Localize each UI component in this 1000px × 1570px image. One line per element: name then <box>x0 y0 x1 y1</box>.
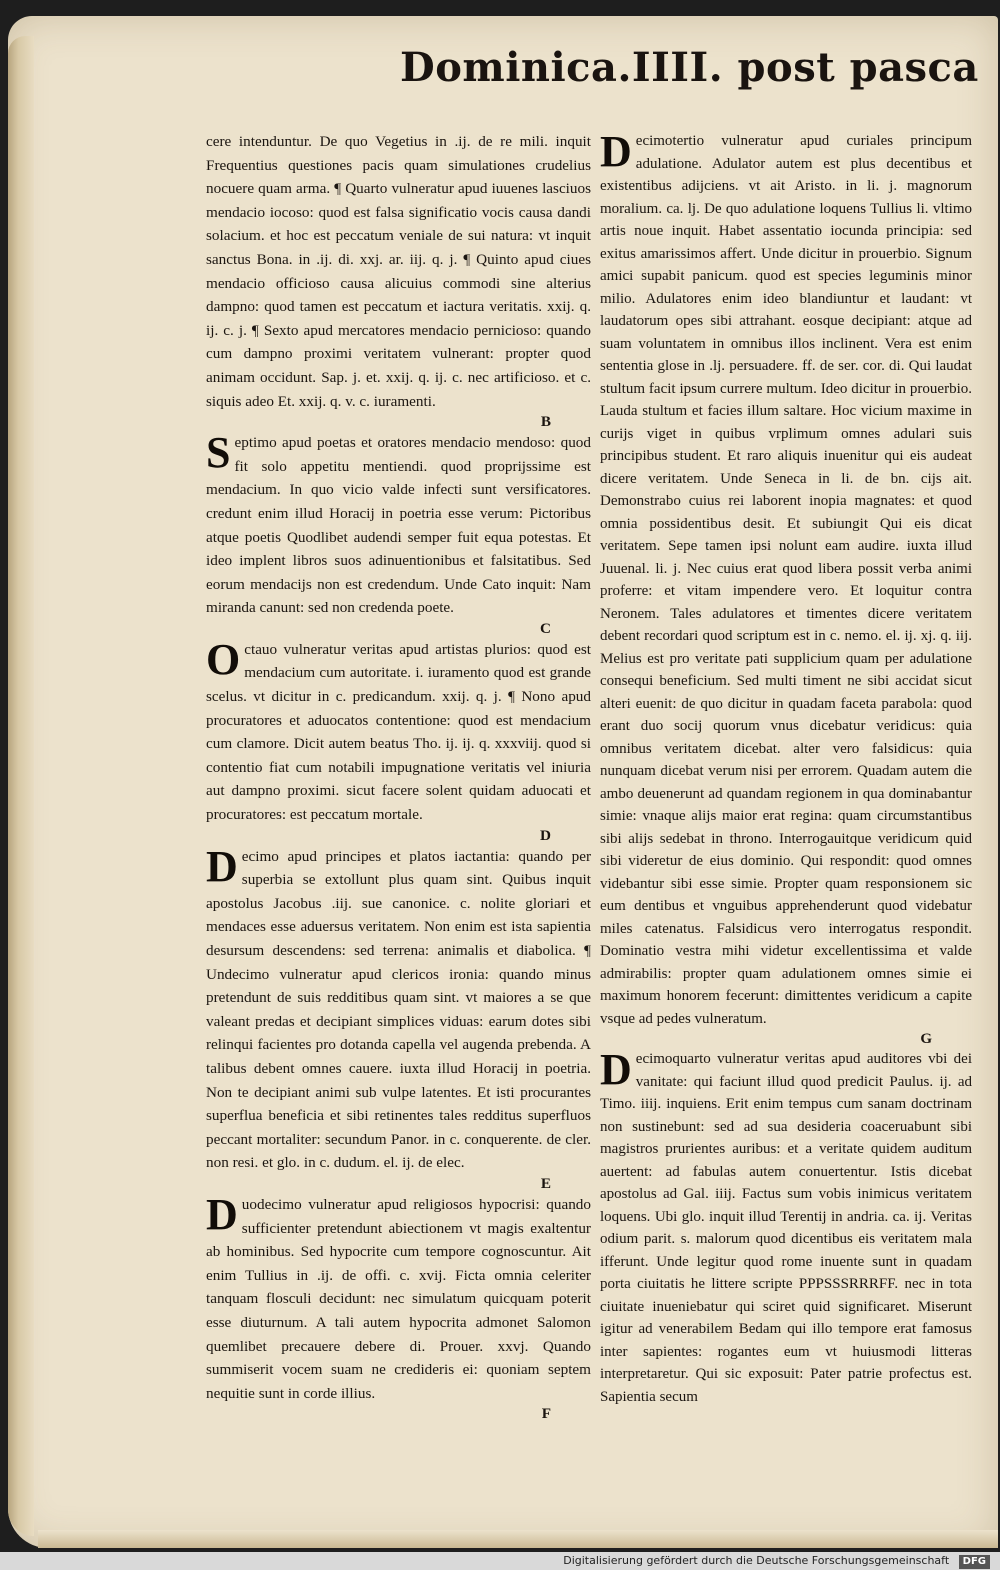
signature-mark: F <box>541 1405 551 1423</box>
paragraph <box>600 1045 972 1408</box>
initial-letter: D <box>206 841 238 891</box>
paragraph <box>600 127 972 1030</box>
signature-mark: C <box>540 619 551 637</box>
paragraph-text: eptimo apud poetas et oratores mendacio mendoso: quod fit solo appetitu mentiendi. quod proprijssime est mendacium. In quo vicio valde infecti sunt versificatores. credunt enim illud Horacij in poetria esse verum: Pictoribus atque poetis Quodlibet audendi semper fuit equa potestas. Et ideo implent libros suos adinuentionibus et falsitatibus. Sed eorum mendacijs non est credendum. Unde Cato inquit: Nam miranda canunt: sed non credenda poete. <box>206 434 591 617</box>
paragraph <box>206 130 591 413</box>
left-column <box>206 130 591 1423</box>
paragraph-text: cere intenduntur. De quo Vegetius in .ij. de re mili. inquit Frequentius questiones pacis quam simulationes crudelius nocuere quam arma. ¶ Quarto vulneratur apud iuuenes lasciuos mendacio iocoso: quod est falsa significatio vocis causa dandi solacium. et hoc est peccatum veniale de sui natura: vt inquit sanctus Bona. in .ij. di. xxj. ar. iij. q. j. ¶ Quinto apud ciues mendacio officioso causa alicuius commodi sine alterius dampno: quod tamen est peccatum et iactura veritatis. xxij. q. ij. c. j. ¶ Sexto apud mercatores mendacio pernicioso: quando cum dampno proximi veritatem vulnerant: propter quod animam occidunt. Sap. j. et. xxij. q. ij. c. nec artificioso. et c. siquis adeo Et. xxij. q. v. c. iuramenti. <box>206 133 591 410</box>
paragraph <box>206 1189 591 1405</box>
initial-letter: D <box>206 1189 238 1239</box>
initial-letter: O <box>206 634 241 684</box>
paragraph-text: ecimo apud principes et platos iactantia: quando per superbia se extollunt plus quam sint. Quibus inquit apostolus Jacobus .iij. sue canonice. c. nolite gloriari et mendaces esse aduersus veritatem. Non enim est ista sapientia desursum descendens: sed terrena: animalis et diabolica. ¶ Undecimo vulneratur apud clericos ironia: quando minus pretendunt de suis redditibus quam sint. vt maiores a se que valeant predas et decipiant simplices viduas: earum dotes sibi relinqui facientes pro dotanda capella vel augenda prebenda. A talibus debent omnes cauere. iuxta illud Horacij in poetria. Non te decipiant animi sub vulpe latentes. Et isti procurantes superflua beneficia et sibi retinentes tales redditus superfluos peccant mortaliter: secundum Panor. in c. conquerente. de cler. non resi. et glo. in c. dudum. el. ij. de elec. <box>206 847 591 1172</box>
dfg-logo: DFG <box>959 1555 990 1569</box>
signature-mark: E <box>540 1174 551 1192</box>
signature-mark: B <box>540 413 551 431</box>
page-bottom-edge <box>38 1530 998 1548</box>
page-edge-stack <box>8 36 34 1536</box>
running-head: Dominica.IIII. post pasca <box>400 44 979 91</box>
initial-letter: D <box>600 127 632 176</box>
initial-letter: S <box>206 428 231 478</box>
paragraph-text: ecimotertio vulneratur apud curiales principum adulatione. Adulator autem est plus decentibus et existentibus adijciens. vt ait Aristo. in li. j. magnorum moralium. ca. lj. De quo adulatione loquens Tullius li. vltimo artis noue inquit. Habet assentatio iocunda principia: sed exitus amarissimos affert. Unde dicitur in prouerbio. Signum amici supabit panicum. quod est species leguminis minor milio. Adulatores enim ideo blandiuntur et laudant: vt laudatorum opes sibi attrahant. eosque decipiant: atque ad suam voluntatem in omnibus illos inclinent. Vera est enim sententia glose in .lj. persuadere. ff. de ser. cor. di. Qui laudat stultum facit ipsum currere multum. Ideo dicitur in prouerbio. Lauda stultum et facies illum saltare. Hoc vicium maxime in curijs viget in quibus vrplimum omnes adulari suis principibus student. Et raro aliquis inuenitur qui eis audeat dicere veritatem. Unde Seneca in li. de bn. cijs ait. Demonstrabo cuius rei laborent inopia magnates: et quod omnia possidentibus desit. Et subiungit Qui eis dicat veritatem. Sepe tamen ipsi nolunt eam audire. iuxta illud Juuenal. li. j. Nec cuius erat quod libera possit verba animi proferre: et vitam impendere vero. Et loquitur contra Neronem. Tales adulatores et timentes dicere veritatem debent recordari quod scriptum est in c. nemo. el. ij. xj. q. iij. Melius est pro veritate pati supplicium quam per adulatione consequi beneficium. Sed multi timent ne sibi accidat sicut alteri euenit: de quo dicitur in quadam faceta parabola: quod erant duo socij quorum vnus dicebatur veridicus: quia omnibus veritatem dicebat. alter vero falsidicus: quia nunquam dicebat verum nisi per errorem. Quadam autem die ambo deuenerunt ad quandam regionem in qua dominabantur simie: vnaque alijs maior erat regina: quam circumstantibus sibi alijs sedebat in throno. Interrogauitque veridicum quid sibi videretur de eius dominio. Qui respondit: quod omnes videbantur sibi esse simie. Propter quam responsionem sic eum dentibus et vnguibus apprehenderunt quod videbatur miles catenatus. Falsidicus vero interrogatus respondit. Dominatio vestra mihi videtur excellentissima et valde admirabilis: propter quam adulationem omnes simie ei maximum honorem fecerunt: dimittentes veridicum a capite vsque ad pedes vulneratum. <box>600 133 972 1027</box>
paragraph-text: ctauo vulneratur veritas apud artistas plurios: quod est mendacium cum autoritate. i. iuramento quod est grande scelus. vt dicitur in c. predicandum. xxij. q. j. ¶ Nono apud procuratores et aduocatos contentione: quod est mendacium cum clamore. Dicit autem beatus Tho. ij. ij. q. xxxviij. quod si contentio fiat cum notabili impugnatione veritatis vel iniuria aut dampno proximi. sicut facere solent quidam aduocati et procuratores: est peccatum mortale. <box>206 640 591 824</box>
paragraph <box>206 428 591 620</box>
right-column <box>600 127 972 1408</box>
paragraph <box>206 634 591 827</box>
paragraph <box>206 841 591 1175</box>
digitization-footer <box>0 1552 1000 1570</box>
signature-mark: G <box>920 1031 932 1047</box>
paragraph-text: uodecimo vulneratur apud religiosos hypocrisi: quando sufficienter pretendunt abiectionem vt magis exaltentur ab hominibus. Sed hypocrite cum tempore cognoscuntur. Ait enim Tullius in .ij. de offi. c. xvij. Ficta omnia celeriter tanquam flosculi decidunt: nec simulatum quicquam poterit esse diuturnum. A tali autem hypocrita admonet Salomon quemlibet precauere debere di. Prouer. xxvj. Quando summiserit vocem suam ne credideris ei: quoniam septem nequitie sunt in corde illius. <box>206 1195 591 1402</box>
paragraph-text: ecimoquarto vulneratur veritas apud auditores vbi dei vanitate: qui faciunt illud quod predicit Paulus. ij. ad Timo. iiij. inquiens. Erit enim tempus cum sanam doctrinam non sustinebunt: sed ad sua desideria coaceruabunt sibi magistros prurientes auribus: et a veritate quidem auditum auertent: ad fabulas autem conuertentur. Istis dicebat apostolus ad Gal. iiij. Factus sum vobis inimicus veritatem loquens. Ubi glo. inquit illud Terentij in andria. ca. ij. Veritas odium parit. s. malorum quod dicentibus eis veritatem mala ifferunt. Unde legitur quod rome inuente sunt in quadam porta ciuitatis he littere scripte PPPSSSRRRFF. nec in tota ciuitate inueniebatur qui sciret quid significaret. Miserunt igitur ad venerabilem Bedam qui illo tempore erat famosus inter sapientes: rogantes eum vt huiusmodi litteras interpretaretur. Qui sic exposuit: Pater patrie profectus est. Sapientia secum <box>600 1051 972 1405</box>
footer-text: Digitalisierung gefördert durch die Deutsche Forschungsgemeinschaft <box>563 1554 950 1567</box>
initial-letter: D <box>600 1045 632 1094</box>
signature-mark: D <box>540 826 551 844</box>
